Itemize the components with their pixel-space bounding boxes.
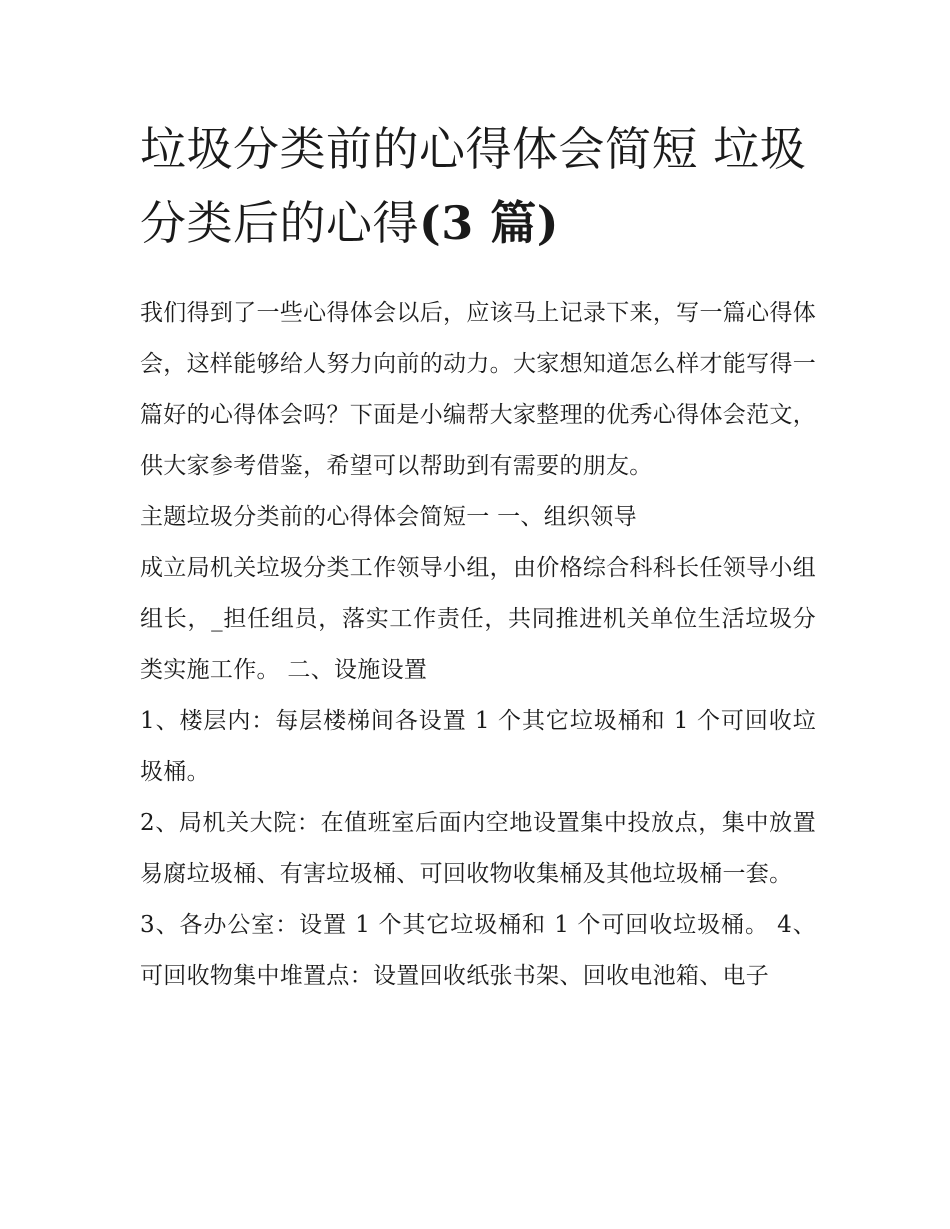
title-main-text: 垃圾分类前的心得体会简短 垃圾分类后的心得 — [140, 122, 807, 250]
list-item-floor-bins: 1、楼层内：每层楼梯间各设置 1 个其它垃圾桶和 1 个可回收垃圾桶。 — [140, 708, 816, 785]
paragraph-leadership-group: 成立局机关垃圾分类工作领导小组，由价格综合科科长任领导小组组长，_担任组员，落实工作责任，共同推进机关单位生活垃圾分类实施工作。 二、设施设置 — [140, 555, 816, 683]
document-page — [140, 112, 816, 1002]
document-title — [140, 112, 816, 260]
list-item-office-bins: 3、各办公室：设置 1 个其它垃圾桶和 1 个可回收垃圾桶。 4、可回收物集中堆置点：设置回收纸张书架、回收电池箱、电子 — [140, 912, 816, 989]
intro-paragraph: 我们得到了一些心得体会以后，应该马上记录下来，写一篇心得体会，这样能够给人努力向前的动力。大家想知道怎么样才能写得一篇好的心得体会吗？下面是小编帮大家整理的优秀心得体会范文，供大家参考借鉴，希望可以帮助到有需要的朋友。 — [140, 300, 816, 479]
title-count-text: (3 篇) — [419, 196, 560, 250]
list-item-courtyard-point: 2、局机关大院：在值班室后面内空地设置集中投放点，集中放置易腐垃圾桶、有害垃圾桶、可回收物收集桶及其他垃圾桶一套。 — [140, 810, 816, 887]
section-heading-organization: 主题垃圾分类前的心得体会简短一 一、组织领导 — [140, 504, 637, 530]
